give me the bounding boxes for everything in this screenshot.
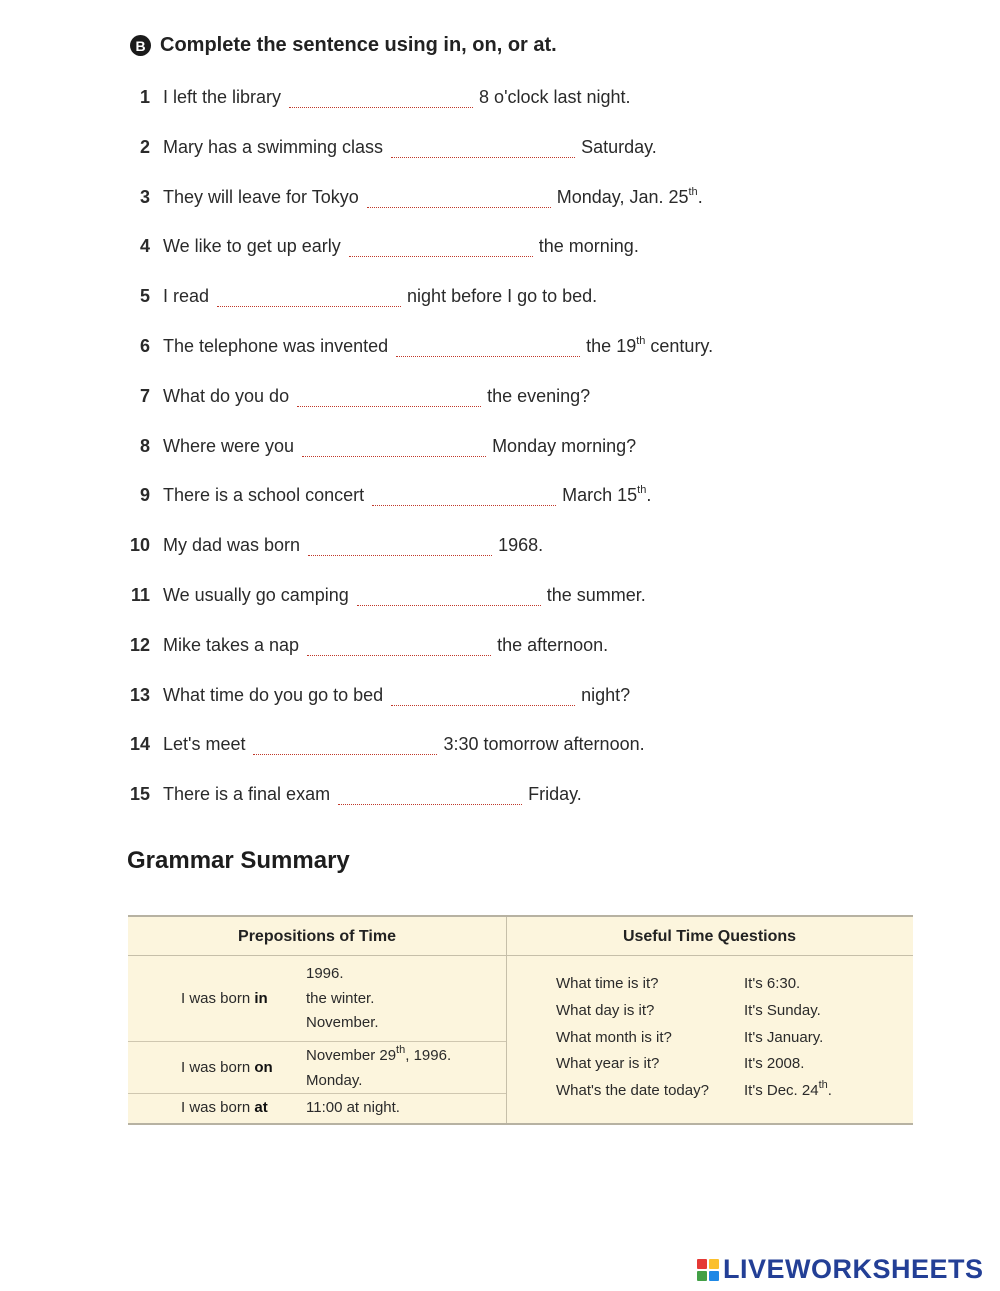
item-number: 3 bbox=[139, 186, 150, 207]
sentence-start: Where were you bbox=[163, 435, 295, 456]
sentence-start: We like to get up early bbox=[163, 236, 341, 257]
exercise-item bbox=[120, 582, 646, 606]
exercise-item bbox=[120, 781, 582, 805]
in-example-2: the winter. bbox=[306, 990, 375, 1007]
answer-blank[interactable] bbox=[307, 637, 491, 656]
answer-blank[interactable] bbox=[297, 388, 481, 407]
time-answer: It's Dec. 24th. bbox=[744, 1079, 832, 1099]
sentence-start: We usually go camping bbox=[163, 585, 349, 605]
time-answer: It's 2008. bbox=[744, 1055, 805, 1072]
sentence-start: I read bbox=[163, 286, 210, 307]
item-number: 15 bbox=[129, 784, 150, 805]
exercise-item bbox=[120, 383, 590, 407]
time-question: What month is it? bbox=[556, 1029, 672, 1046]
table-header-row bbox=[128, 917, 913, 956]
item-number: 11 bbox=[130, 585, 150, 605]
sentence-end: Monday, Jan. 25th. bbox=[556, 185, 703, 207]
sentence-start: The telephone was invented bbox=[163, 336, 389, 356]
sentence-start: What do you do bbox=[163, 385, 290, 406]
sentence-end: 3:30 tomorrow afternoon. bbox=[443, 734, 645, 755]
sentence-end: Friday. bbox=[528, 784, 582, 805]
item-number: 7 bbox=[139, 385, 150, 406]
logo-icon bbox=[697, 1259, 719, 1281]
item-number: 1 bbox=[139, 87, 150, 107]
exercise-item bbox=[120, 632, 608, 656]
answer-blank[interactable] bbox=[289, 89, 473, 108]
sentence-end: the morning. bbox=[538, 236, 639, 257]
answer-blank[interactable] bbox=[391, 687, 575, 706]
answer-blank[interactable] bbox=[253, 736, 437, 755]
sentence-start: I left the library bbox=[163, 87, 282, 107]
row-divider bbox=[128, 1041, 506, 1042]
answer-blank[interactable] bbox=[396, 338, 580, 357]
time-question: What's the date today? bbox=[556, 1082, 709, 1099]
grammar-summary-table bbox=[128, 915, 913, 1125]
sentence-start: My dad was born bbox=[163, 535, 301, 556]
sentence-end: the 19th century. bbox=[586, 335, 714, 356]
sentence-start: There is a school concert bbox=[163, 485, 365, 506]
answer-blank[interactable] bbox=[302, 438, 486, 457]
exercise-item bbox=[120, 433, 636, 457]
answer-blank[interactable] bbox=[367, 189, 551, 208]
logo-text: LIVEWORKSHEETS bbox=[723, 1254, 984, 1284]
item-number: 6 bbox=[139, 336, 150, 356]
answer-blank[interactable] bbox=[349, 238, 533, 257]
time-question: What day is it? bbox=[556, 1002, 655, 1019]
sentence-end: the evening? bbox=[487, 385, 591, 406]
prepositions-header: Prepositions of Time bbox=[238, 928, 396, 945]
born-at-label: I was born at bbox=[181, 1099, 268, 1116]
section-badge: B bbox=[130, 35, 151, 56]
time-question: What time is it? bbox=[556, 975, 659, 992]
answer-blank[interactable] bbox=[372, 487, 556, 506]
sentence-start: There is a final exam bbox=[163, 784, 331, 805]
exercise-item bbox=[120, 134, 657, 158]
exercise-item bbox=[120, 532, 543, 556]
exercise-item bbox=[120, 682, 630, 706]
sentence-end: night? bbox=[581, 684, 631, 705]
sentence-end: 1968. bbox=[498, 535, 544, 556]
time-answer: It's 6:30. bbox=[744, 975, 801, 992]
at-example: 11:00 at night. bbox=[306, 1099, 400, 1116]
born-in-label: I was born in bbox=[181, 990, 268, 1007]
grammar-summary-title: Grammar Summary bbox=[127, 847, 350, 874]
item-number: 14 bbox=[129, 734, 150, 755]
exercise-item bbox=[120, 731, 645, 755]
sentence-start: Let's meet bbox=[163, 734, 246, 755]
answer-blank[interactable] bbox=[308, 537, 492, 556]
exercise-item bbox=[120, 84, 631, 108]
item-number: 5 bbox=[139, 286, 150, 307]
sentence-end: 8 o'clock last night. bbox=[479, 87, 631, 107]
exercise-item bbox=[120, 482, 651, 506]
time-answer: It's January. bbox=[744, 1029, 824, 1046]
sentence-end: Monday morning? bbox=[492, 435, 637, 456]
row-divider bbox=[128, 1093, 506, 1094]
sentence-end: March 15th. bbox=[562, 484, 652, 506]
answer-blank[interactable] bbox=[357, 587, 541, 606]
instruction-text: Complete the sentence using in, on, or at. bbox=[160, 34, 557, 56]
time-answer: It's Sunday. bbox=[744, 1002, 821, 1019]
exercise-item bbox=[120, 333, 713, 357]
sentence-start: Mike takes a nap bbox=[163, 634, 300, 655]
sentence-end: the summer. bbox=[546, 585, 646, 605]
time-question: What year is it? bbox=[556, 1055, 660, 1072]
in-example-3: November. bbox=[306, 1014, 379, 1031]
sentence-end: night before I go to bed. bbox=[407, 286, 598, 307]
liveworksheets-logo bbox=[697, 1254, 984, 1285]
in-example-1: 1996. bbox=[306, 965, 344, 982]
born-on-label: I was born on bbox=[181, 1059, 273, 1076]
section-header bbox=[130, 34, 557, 57]
item-number: 2 bbox=[139, 136, 150, 157]
item-number: 13 bbox=[129, 684, 150, 705]
item-number: 12 bbox=[129, 634, 150, 655]
sentence-end: the afternoon. bbox=[497, 634, 609, 655]
exercise-item bbox=[120, 283, 597, 307]
sentence-end: Saturday. bbox=[581, 136, 657, 157]
answer-blank[interactable] bbox=[391, 139, 575, 158]
sentence-start: They will leave for Tokyo bbox=[163, 186, 359, 207]
on-example-2: Monday. bbox=[306, 1072, 363, 1089]
item-number: 4 bbox=[139, 236, 150, 257]
answer-blank[interactable] bbox=[338, 786, 522, 805]
item-number: 10 bbox=[129, 535, 150, 556]
sentence-start: Mary has a swimming class bbox=[163, 136, 384, 157]
sentence-start: What time do you go to bed bbox=[163, 684, 384, 705]
item-number: 9 bbox=[139, 485, 150, 506]
answer-blank[interactable] bbox=[217, 288, 401, 307]
questions-header: Useful Time Questions bbox=[622, 928, 797, 945]
on-example-1: November 29th, 1996. bbox=[306, 1044, 452, 1064]
item-number: 8 bbox=[139, 435, 150, 456]
exercise-item bbox=[120, 233, 639, 257]
exercise-item bbox=[120, 184, 703, 208]
